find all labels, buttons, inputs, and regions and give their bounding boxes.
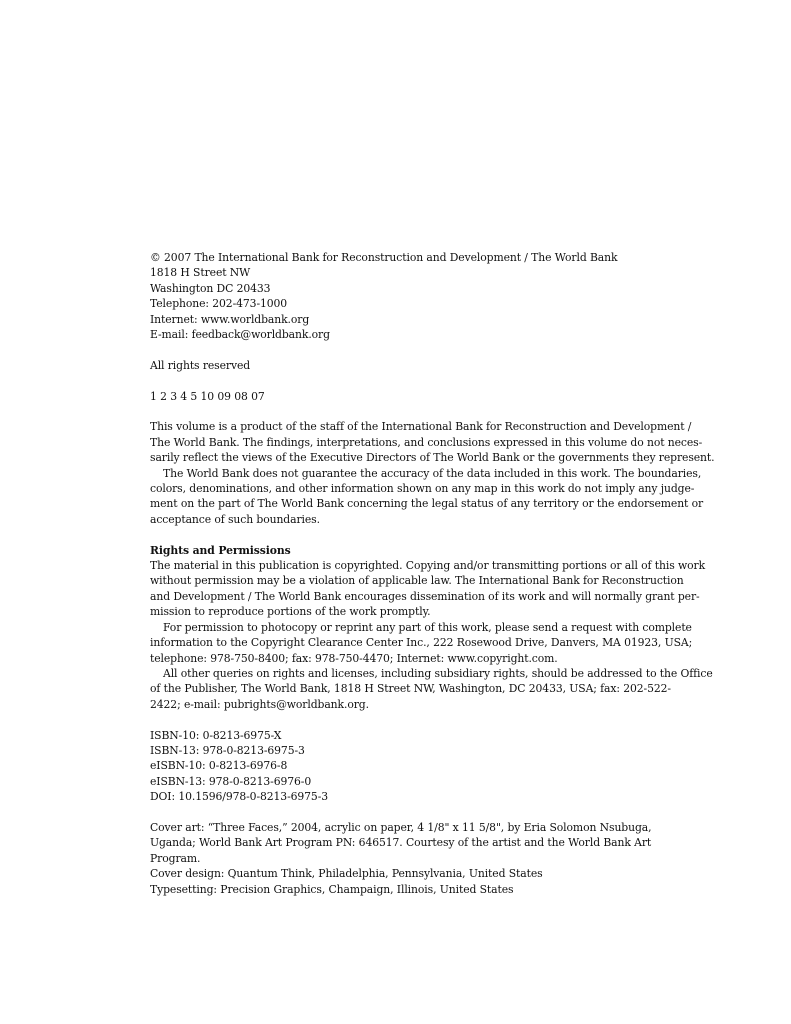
disclaimer-line: The World Bank. The findings, interpretations, and conclusions expressed in this volume do not neces-	[150, 435, 703, 449]
rights-heading: Rights and Permissions	[150, 543, 291, 557]
rights-line: and Development / The World Bank encourages dissemination of its work and will normally grant per-	[150, 589, 700, 603]
address-line-1: 1818 H Street NW	[150, 266, 251, 280]
printing-line: 1 2 3 4 5 10 09 08 07	[150, 389, 265, 403]
publisher-block	[150, 250, 680, 342]
eisbn-13: eISBN-13: 978-0-8213-6976-0	[150, 774, 312, 788]
disclaimer-line: sarily reflect the views of the Executive Directors of The World Bank or the governments they represent.	[150, 451, 715, 465]
rights-line: information to the Copyright Clearance Center Inc., 222 Rosewood Drive, Danvers, MA 01923, USA;	[150, 636, 693, 650]
disclaimer-line: acceptance of such boundaries.	[150, 512, 320, 526]
address-line-2: Washington DC 20433	[150, 281, 271, 295]
rights-line: For permission to photocopy or reprint any part of this work, please send a request with complete	[163, 620, 692, 634]
telephone-line: Telephone: 202-473-1000	[150, 297, 288, 311]
disclaimer-block	[150, 419, 715, 527]
disclaimer-line: ment on the part of The World Bank concerning the legal status of any territory or the endorsement or	[150, 497, 704, 511]
isbn-13: ISBN-13: 978-0-8213-6975-3	[150, 743, 305, 757]
rights-line: The material in this publication is copyrighted. Copying and/or transmitting portions or all of this work	[150, 559, 706, 573]
disclaimer-line: colors, denominations, and other information shown on any map in this work do not imply any judge-	[150, 482, 695, 496]
rights-line: telephone: 978-750-8400; fax: 978-750-4470; Internet: www.copyright.com.	[150, 651, 558, 665]
disclaimer-line: This volume is a product of the staff of the International Bank for Reconstruction and Development /	[150, 420, 692, 434]
identifiers-block	[150, 728, 680, 805]
eisbn-10: eISBN-10: 0-8213-6976-8	[150, 759, 288, 773]
rights-line: mission to reproduce portions of the work promptly.	[150, 605, 431, 619]
rights-line: of the Publisher, The World Bank, 1818 H Street NW, Washington, DC 20433, USA; fax: 202-522-	[150, 682, 671, 696]
isbn-10: ISBN-10: 0-8213-6975-X	[150, 728, 282, 742]
disclaimer-line: The World Bank does not guarantee the accuracy of the data included in this work. The boundaries,	[163, 466, 702, 480]
credits-block	[150, 820, 680, 897]
copyright-line: © 2007 The International Bank for Reconstruction and Development / The World Bank	[150, 251, 618, 264]
rights-block	[150, 543, 713, 712]
internet-line: Internet: www.worldbank.org	[150, 312, 310, 326]
email-line: E-mail: feedback@worldbank.org	[150, 328, 330, 342]
cover-art-credit: Uganda; World Bank Art Program PN: 646517. Courtesy of the artist and the World Bank Art	[150, 836, 652, 850]
copyright-page	[150, 250, 715, 897]
cover-design-credit: Cover design: Quantum Think, Philadelphia, Pennsylvania, United States	[150, 867, 543, 881]
typesetting-credit: Typesetting: Precision Graphics, Champaign, Illinois, United States	[150, 882, 514, 896]
rights-line: without permission may be a violation of applicable law. The International Bank for Reconstruction	[150, 574, 684, 588]
doi: DOI: 10.1596/978-0-8213-6975-3	[150, 790, 329, 804]
rights-reserved: All rights reserved	[150, 358, 251, 372]
cover-art-credit: Cover art: “Three Faces,” 2004, acrylic on paper, 4 1/8" x 11 5/8", by Eria Solomon Nsubuga,	[150, 820, 652, 834]
rights-line: All other queries on rights and licenses, including subsidiary rights, should be addressed to the Office	[163, 666, 713, 680]
cover-art-credit: Program.	[150, 851, 201, 865]
rights-line: 2422; e-mail: pubrights@worldbank.org.	[150, 697, 369, 711]
